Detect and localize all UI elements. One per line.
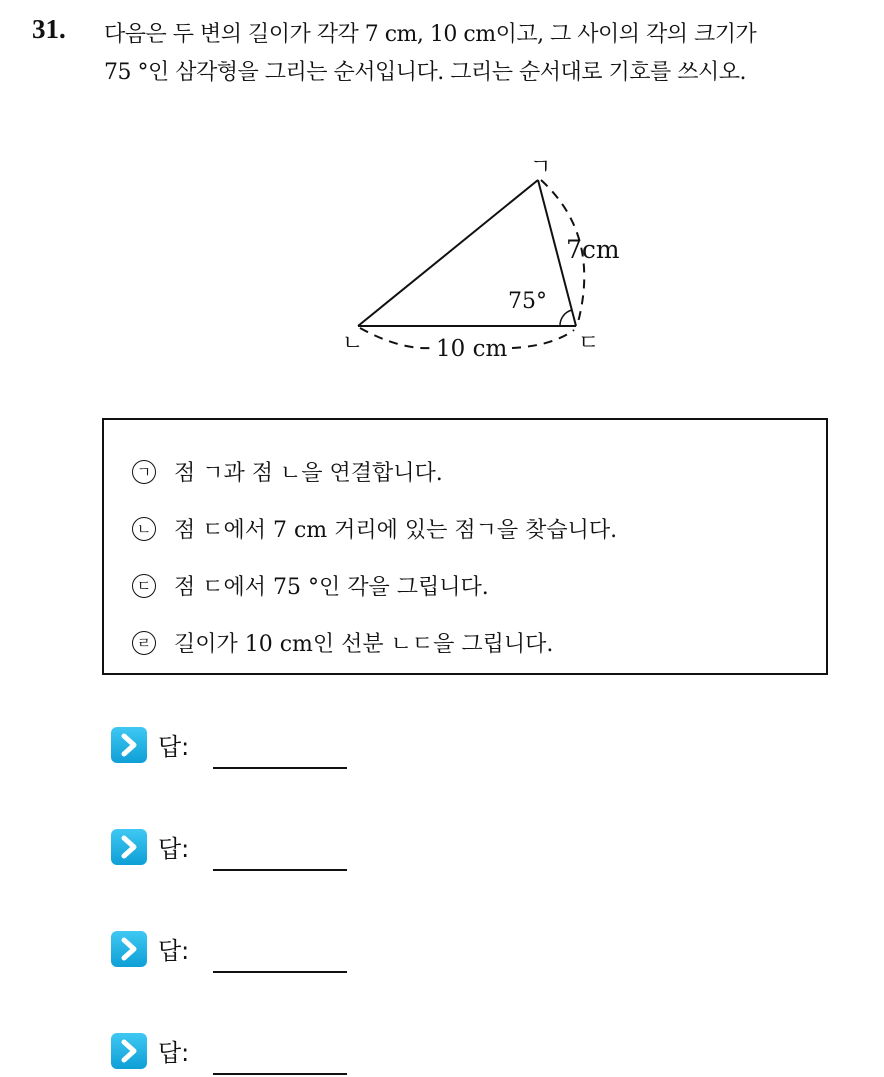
question-text-line-2: 75 °인 삼각형을 그리는 순서입니다. 그리는 순서대로 기호를 쓰시오.: [104, 60, 746, 85]
step-item: [132, 456, 443, 487]
vertex-label-top: ㄱ: [530, 155, 552, 180]
side-label-10cm: 10 cm: [436, 336, 508, 362]
answer-blank[interactable]: [213, 869, 347, 871]
step-marker: ㄷ: [132, 574, 156, 598]
vertex-label-right: ㄷ: [578, 331, 600, 356]
answer-blank[interactable]: [213, 767, 347, 769]
step-item: [132, 627, 553, 658]
triangle-figure: [0, 0, 884, 400]
step-text: 길이가 10 cm인 선분 ㄴㄷ을 그립니다.: [174, 632, 554, 657]
answer-label: 답:: [158, 1039, 190, 1067]
chevron-right-icon: [111, 829, 147, 865]
chevron-right-icon: [111, 1033, 147, 1069]
step-item: [132, 570, 489, 601]
angle-label: 75°: [508, 289, 547, 314]
answer-blank[interactable]: [213, 1073, 347, 1075]
question-number: 31.: [32, 14, 66, 44]
step-text: 점 ㄷ에서 7 cm 거리에 있는 점ㄱ을 찾습니다.: [174, 518, 618, 543]
dashed-arc-10cm-right: [512, 330, 574, 348]
step-text: 점 ㄱ과 점 ㄴ을 연결합니다.: [174, 461, 443, 486]
step-marker: ㄱ: [132, 460, 156, 484]
step-item: [132, 513, 617, 544]
answer-label: 답:: [158, 835, 190, 863]
step-text: 점 ㄷ에서 75 °인 각을 그립니다.: [174, 575, 489, 600]
step-marker: ㄴ: [132, 517, 156, 541]
dashed-arc-10cm-left: [360, 328, 432, 348]
question-text-line-1: 다음은 두 변의 길이가 각각 7 cm, 10 cm이고, 그 사이의 각의 크기가: [104, 22, 757, 47]
answer-label: 답:: [158, 937, 190, 965]
angle-arc: [560, 310, 572, 326]
step-marker: ㄹ: [132, 631, 156, 655]
chevron-right-icon: [111, 931, 147, 967]
answer-label: 답:: [158, 733, 190, 761]
chevron-right-icon: [111, 727, 147, 763]
vertex-label-left: ㄴ: [342, 331, 364, 356]
answer-blank[interactable]: [213, 971, 347, 973]
side-label-7cm: 7cm: [566, 235, 620, 264]
